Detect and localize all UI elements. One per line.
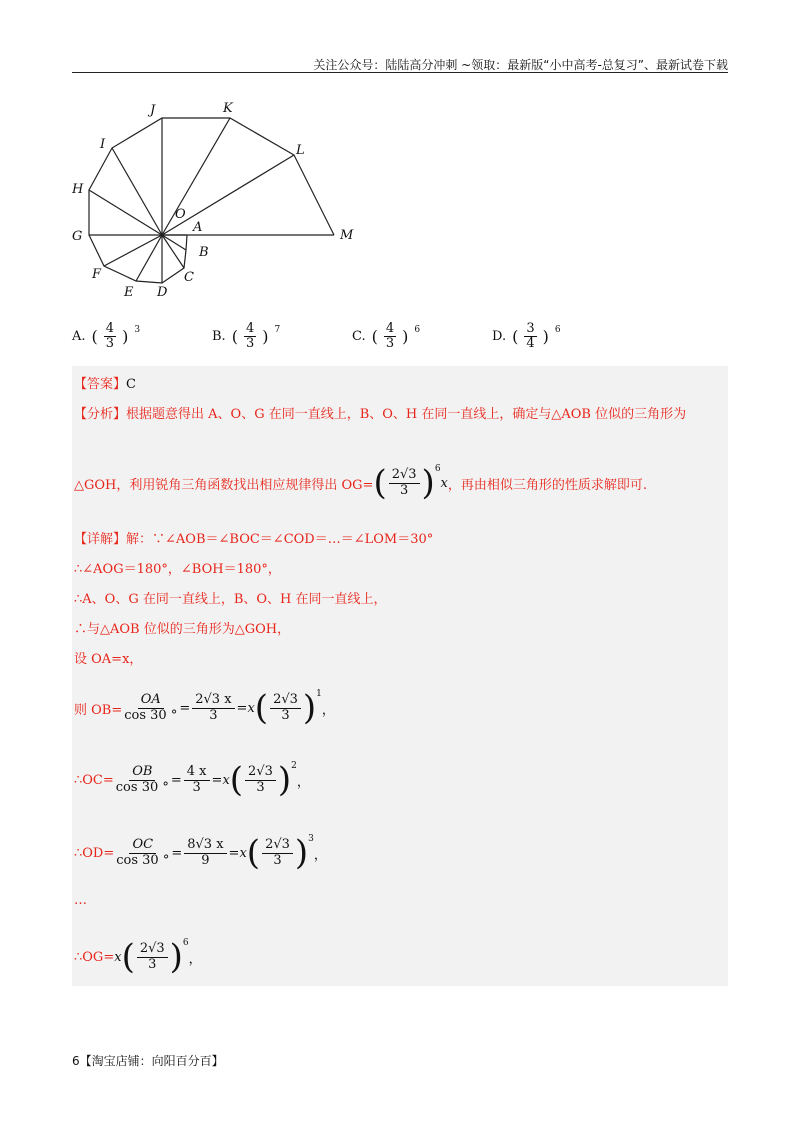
detail-line-4: ∴与△AOB 位似的三角形为△GOH， [74,622,291,637]
option-b-exp: 7 [274,325,281,336]
label-o: O [175,207,186,222]
option-c-letter: C. [352,328,366,344]
label-l: L [296,143,305,158]
option-b: B. ( $\frac{4}{3}$ ) 7 [212,321,281,351]
detail-line-3: ∴A、O、G 在同一直线上，B、O、H 在同一直线上， [74,592,387,607]
label-j: J [150,103,156,118]
detail-line-2: ∴∠AOG＝180°，∠BOH＝180°， [74,562,281,577]
detail-tag: 【详解】 [74,532,127,547]
segment-ol [162,155,294,235]
answer-value: C [126,377,136,392]
analysis-text-2: △GOH，利用锐角三角函数找出相应规律得出 OG= [74,477,374,493]
option-a-fraction: $\frac{4}{3}$ [105,321,115,351]
label-e: E [124,285,134,300]
analysis-text-1: 根据题意得出 A、O、G 在同一直线上，B、O、H 在同一直线上，确定与△AOB 位似的三角形为 [126,407,687,422]
option-a: A. ( $\frac{4}{3}$ ) 3 [72,321,141,351]
label-d: D [157,285,168,300]
label-g: G [72,229,83,244]
ellipsis-line: … [74,893,87,908]
label-k: K [223,101,233,116]
og-expression-analysis: ( 2√3 3 ) 6 x [373,463,448,503]
detail-line-5: 设 OA=x， [74,652,143,667]
segment-oh [89,190,162,235]
answer-line [74,373,136,392]
geometry-figure [72,98,372,308]
header-rule [72,72,728,73]
option-b-fraction: $\frac{4}{3}$ [245,321,255,351]
equation-ob: 则 OB= $\frac{OA}{\cos 30 ^\circ}$ = $\frac{2√3 x}{3}$ = x ( 2√3 3 ) 1 ， [74,688,335,728]
answer-tag: 【答案】 [74,377,127,392]
equation-oc: ∴OC= $\frac{OB}{\cos 30 ^\circ}$ = $\frac{4 x}{3}$ = x ( 2√3 3 ) 2 ， [74,760,310,800]
option-c: C. ( $\frac{4}{3}$ ) 6 [352,321,421,351]
option-d: D. ( $\frac{3}{4}$ ) 6 [492,321,561,351]
option-d-fraction: $\frac{3}{4}$ [526,321,535,351]
analysis-line-2 [74,463,647,503]
analysis-line-1 [74,403,686,422]
option-c-exp: 6 [414,325,421,336]
segment-oc [162,235,184,268]
label-i: I [100,137,106,152]
option-d-exp: 6 [554,325,561,336]
label-c: C [184,270,194,285]
option-d-letter: D. [492,328,507,344]
page-footer: 6【淘宝店铺：向阳百分百】 [72,1054,224,1068]
segment-ob [162,235,186,250]
label-a: A [193,220,203,235]
page-header: 关注公众号：陆陆高分冲刺 ~领取：最新版“小中高考-总复习”、最新试卷下载 [313,58,728,72]
detail-line-1 [74,528,433,547]
equation-od: ∴OD= $\frac{OC}{\cos 30 ^\circ}$ = $\frac{8√3 x}{9}$ = x ( 2√3 3 ) 3 ， [74,833,327,873]
segment-ok [162,118,230,235]
option-c-fraction: $\frac{4}{3}$ [385,321,395,351]
detail-text-1: 解：∵∠AOB＝∠BOC＝∠COD＝…＝∠LOM＝30° [126,532,434,547]
label-h: H [72,182,84,197]
analysis-tag: 【分析】 [74,407,127,422]
label-f: F [92,267,102,282]
option-a-exp: 3 [134,325,141,336]
equation-og: ∴OG= x ( 2√3 3 ) 6 ， [74,937,202,977]
option-b-letter: B. [212,328,226,344]
label-m: M [340,228,354,243]
solution-panel [72,366,728,986]
label-b: B [199,245,209,260]
segment-oi [112,148,162,235]
option-a-letter: A. [72,328,86,344]
analysis-text-3: ，再由相似三角形的性质求解即可. [447,477,648,493]
